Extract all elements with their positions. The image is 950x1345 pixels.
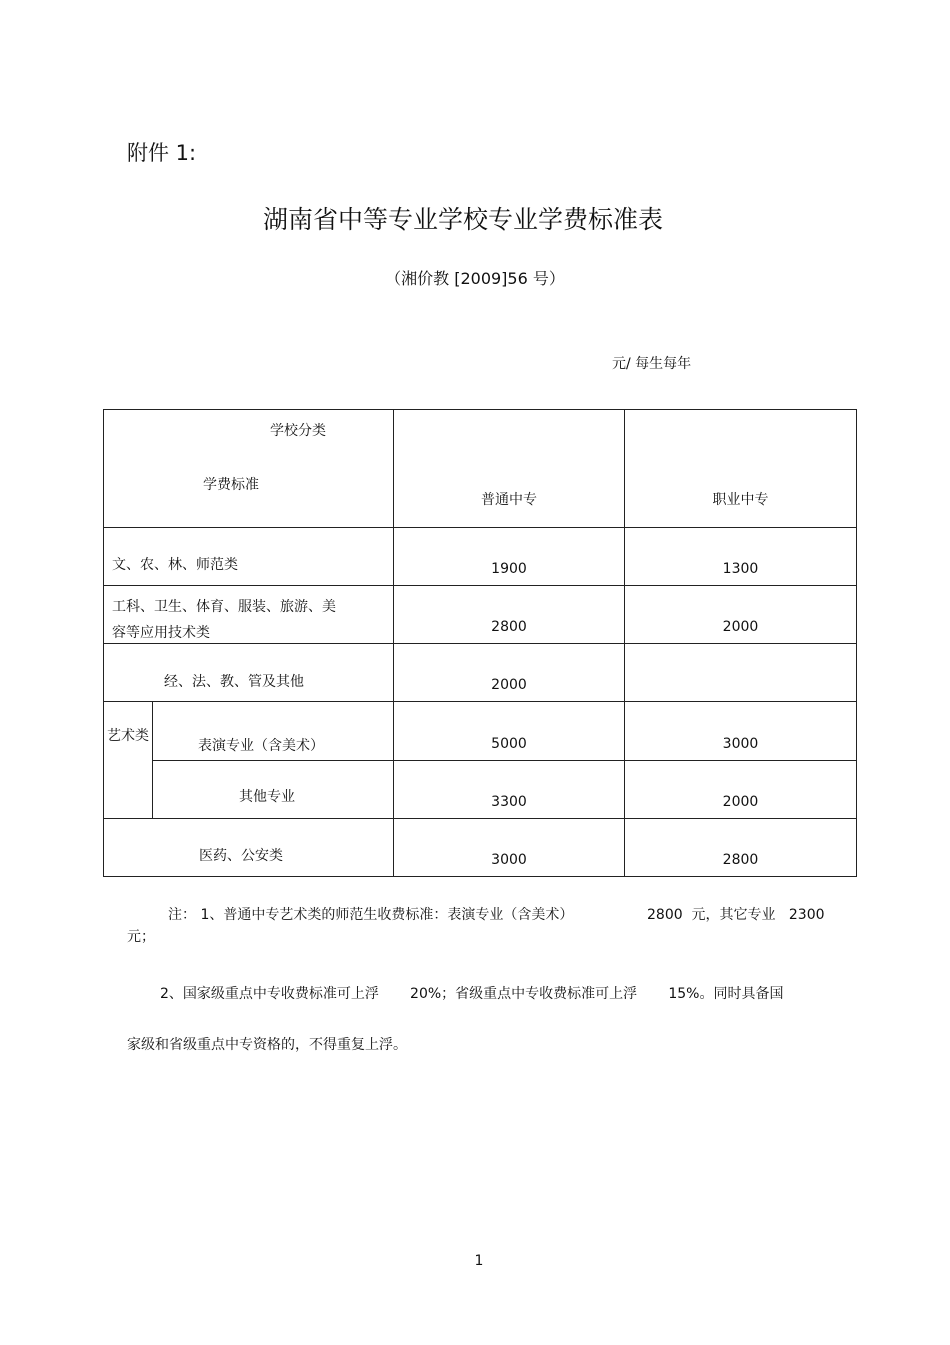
table-row <box>104 586 857 644</box>
annex-label: 附件 1: <box>127 141 197 165</box>
general-fee-cell <box>394 528 625 586</box>
corner-bottom-label: 学费标准 <box>203 477 259 493</box>
note-2-line1: 2、国家级重点中专收费标准可上浮 20%；省级重点中专收费标准可上浮 15%。同时具备国 <box>160 986 784 1002</box>
table-row <box>104 702 857 761</box>
row-label-cell <box>104 586 394 644</box>
page-number: 1 <box>474 1253 484 1269</box>
row-label-line1: 工科、卫生、体育、服装、旅游、美 <box>112 599 336 615</box>
row-label: 医药、公安类 <box>199 848 283 864</box>
row-label-cell <box>104 819 394 877</box>
art-group-label: 艺术类 <box>107 728 149 744</box>
row-label-line2: 容等应用技术类 <box>112 625 210 641</box>
general-fee-value: 3300 <box>491 794 527 810</box>
note-2-line2: 家级和省级重点中专资格的，不得重复上浮。 <box>127 1037 407 1053</box>
row-label: 表演专业（含美术） <box>198 738 324 754</box>
corner-top-label: 学校分类 <box>270 423 326 439</box>
table-row <box>104 644 857 702</box>
vocational-fee-value: 1300 <box>722 561 759 577</box>
table-row <box>104 761 857 819</box>
document-number: （湘价教 [2009]56 号） <box>385 269 565 288</box>
general-fee-cell <box>394 702 625 761</box>
row-label: 经、法、教、管及其他 <box>164 674 304 690</box>
col-header-general <box>394 410 625 528</box>
general-fee-value: 2800 <box>491 619 527 635</box>
general-fee-value: 5000 <box>491 736 527 752</box>
document-title: 湖南省中等专业学校专业学费标准表 <box>262 205 663 234</box>
table-header-row <box>104 410 857 528</box>
general-fee-cell <box>394 761 625 819</box>
note-1-text: 注： 1、普通中专艺术类的师范生收费标准：表演专业（含美术） <box>168 907 574 923</box>
general-fee-cell <box>394 586 625 644</box>
col-header-vocational <box>625 410 857 528</box>
col-header-general-label: 普通中专 <box>481 492 537 508</box>
art-group-cell <box>104 702 153 819</box>
row-label-cell <box>153 761 394 819</box>
col-header-vocational-label: 职业中专 <box>712 492 769 508</box>
corner-header-cell <box>104 410 394 528</box>
unit-label: 元/ 每生每年 <box>612 356 692 372</box>
vocational-fee-value: 2800 <box>722 852 759 868</box>
table-row <box>104 528 857 586</box>
vocational-fee-cell <box>625 702 857 761</box>
general-fee-cell <box>394 819 625 877</box>
note-1-amounts: 2800 元，其它专业 2300 <box>647 907 825 923</box>
vocational-fee-value: 2000 <box>722 619 759 635</box>
row-label: 其他专业 <box>239 789 295 805</box>
general-fee-cell <box>394 644 625 702</box>
vocational-fee-cell <box>625 819 857 877</box>
vocational-fee-value: 3000 <box>722 736 759 752</box>
row-label-cell <box>104 644 394 702</box>
general-fee-value: 2000 <box>491 677 527 693</box>
vocational-fee-cell <box>625 761 857 819</box>
vocational-fee-value: 2000 <box>722 794 759 810</box>
note-1-unit: 元； <box>127 929 155 945</box>
row-label: 文、农、林、师范类 <box>112 557 238 573</box>
vocational-fee-cell <box>625 586 857 644</box>
table-row <box>104 819 857 877</box>
vocational-fee-cell <box>625 528 857 586</box>
vocational-fee-cell <box>625 644 857 702</box>
fee-table <box>103 409 857 877</box>
general-fee-value: 1900 <box>491 561 527 577</box>
row-label-cell <box>153 702 394 761</box>
row-label-cell <box>104 528 394 586</box>
general-fee-value: 3000 <box>491 852 527 868</box>
